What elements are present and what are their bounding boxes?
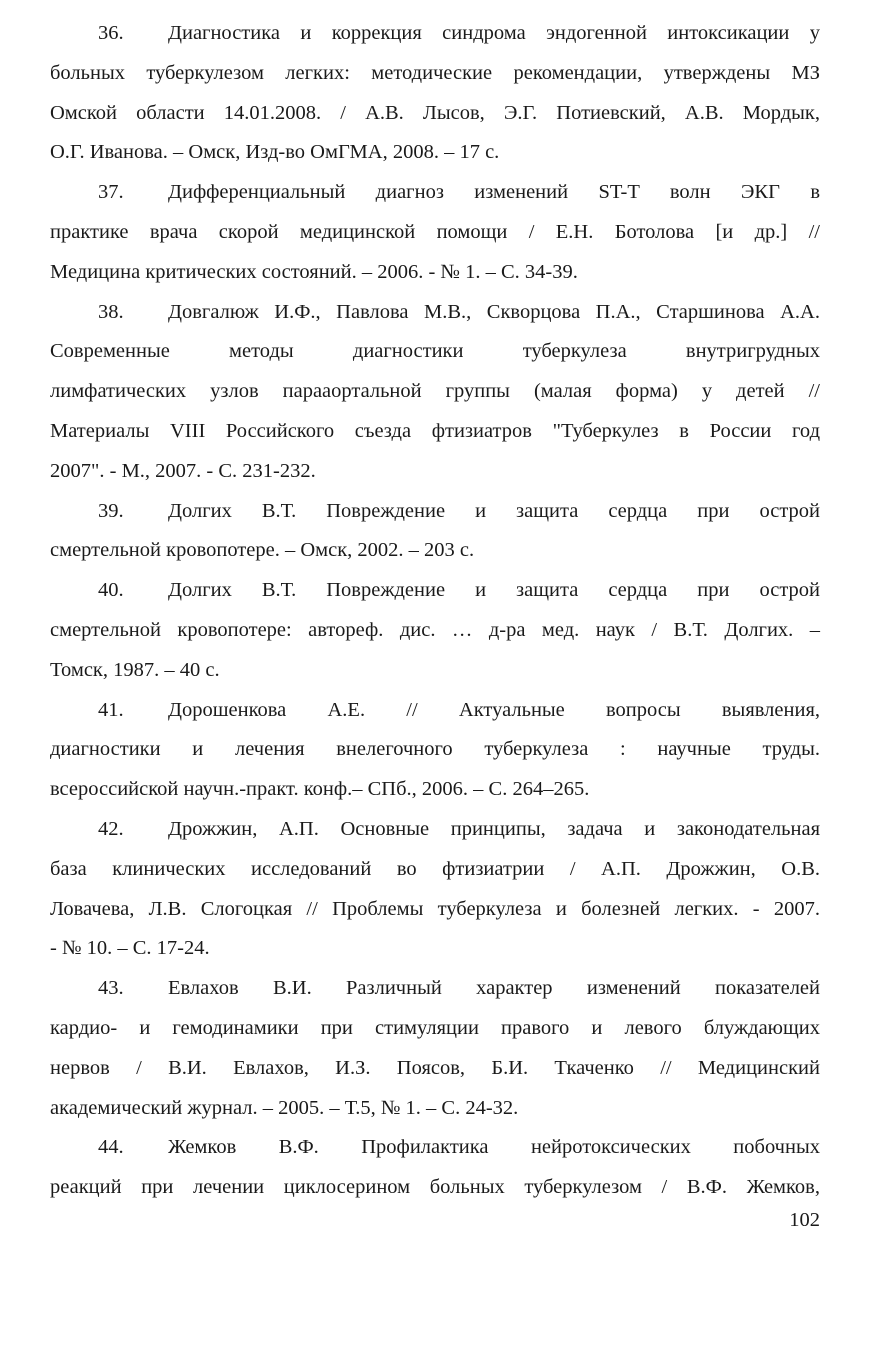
- reference-line: Медицина критических состояний. – 2006. - № 1. – С. 34-39.: [50, 260, 578, 283]
- reference-line: Томск, 1987. – 40 с.: [50, 658, 220, 681]
- reference-number: 36.: [98, 22, 124, 44]
- reference-number: 40.: [98, 579, 124, 602]
- reference-line: реакций при лечении циклосерином больных туберкулезом / В.Ф. Жемков,: [50, 1176, 820, 1199]
- reference-entry-36: [50, 14, 820, 173]
- reference-entry-41: [50, 691, 820, 810]
- reference-line: Долгих В.Т. Повреждение и защита сердца при острой: [168, 579, 820, 602]
- reference-line: Евлахов В.И. Различный характер изменений показателей: [168, 977, 820, 1000]
- reference-line: Современные методы диагностики туберкулеза внутригрудных: [50, 340, 820, 363]
- reference-entry-39: [50, 492, 820, 572]
- reference-line: смертельной кровопотере. – Омск, 2002. – 203 с.: [50, 539, 475, 562]
- reference-line: смертельной кровопотере: автореф. дис. … д-ра мед. наук / В.Т. Долгих. –: [50, 618, 820, 641]
- reference-line: всероссийской научн.-практ. конф.– СПб., 2006. – С. 264–265.: [50, 778, 590, 801]
- reference-entry-37: [50, 173, 820, 292]
- document-page: [50, 14, 820, 1208]
- reference-entry-43: [50, 969, 820, 1128]
- reference-line: Омской области 14.01.2008. / А.В. Лысов, Э.Г. Потиевский, А.В. Мордык,: [50, 101, 820, 124]
- reference-number: 37.: [98, 181, 124, 204]
- reference-line: нервов / В.И. Евлахов, И.З. Поясов, Б.И. Ткаченко // Медицинский: [50, 1056, 820, 1079]
- reference-number: 44.: [98, 1136, 124, 1159]
- reference-entry-38: [50, 293, 820, 492]
- reference-number: 41.: [98, 698, 124, 721]
- reference-line: Жемков В.Ф. Профилактика нейротоксических побочных: [168, 1136, 820, 1159]
- reference-number: 42.: [98, 817, 124, 840]
- reference-line: больных туберкулезом легких: методические рекомендации, утверждены МЗ: [50, 61, 820, 84]
- reference-line: - № 10. – С. 17-24.: [50, 937, 210, 960]
- reference-line: практике врача скорой медицинской помощи / Е.Н. Ботолова [и др.] //: [50, 220, 820, 243]
- reference-line: Довгалюж И.Ф., Павлова М.В., Скворцова П.А., Старшинова А.А.: [168, 300, 820, 323]
- reference-line: Дорошенкова А.Е. // Актуальные вопросы выявления,: [168, 698, 820, 721]
- reference-line: лимфатических узлов парааортальной группы (малая форма) у детей //: [50, 380, 820, 403]
- reference-line: Дифференциальный диагноз изменений ST-T волн ЭКГ в: [168, 181, 820, 204]
- reference-line: Материалы VIII Российского съезда фтизиатров "Туберкулез в России год: [50, 419, 820, 442]
- reference-entry-40: [50, 571, 820, 690]
- reference-line: кардио- и гемодинамики при стимуляции правого и левого блуждающих: [50, 1016, 820, 1039]
- reference-line: академический журнал. – 2005. – Т.5, № 1. – С. 24-32.: [50, 1096, 519, 1119]
- reference-line: Долгих В.Т. Повреждение и защита сердца при острой: [168, 499, 820, 522]
- reference-number: 39.: [98, 499, 124, 522]
- reference-number: 43.: [98, 977, 124, 1000]
- page-number: 102: [789, 1209, 820, 1231]
- reference-line: Дрожжин, А.П. Основные принципы, задача и законодательная: [168, 817, 820, 840]
- reference-line: 2007". - М., 2007. - С. 231-232.: [50, 459, 316, 482]
- reference-entry-44: [50, 1128, 820, 1208]
- reference-line: Диагностика и коррекция синдрома эндогенной интоксикации у: [168, 22, 820, 44]
- reference-line: О.Г. Иванова. – Омск, Изд-во ОмГМА, 2008. – 17 с.: [50, 141, 500, 164]
- reference-line: диагностики и лечения внелегочного туберкулеза : научные труды.: [50, 738, 820, 761]
- reference-number: 38.: [98, 300, 124, 323]
- reference-line: база клинических исследований во фтизиатрии / А.П. Дрожжин, О.В.: [50, 857, 820, 880]
- reference-line: Ловачева, Л.В. Слогоцкая // Проблемы туберкулеза и болезней легких. - 2007.: [50, 897, 820, 920]
- reference-entry-42: [50, 810, 820, 969]
